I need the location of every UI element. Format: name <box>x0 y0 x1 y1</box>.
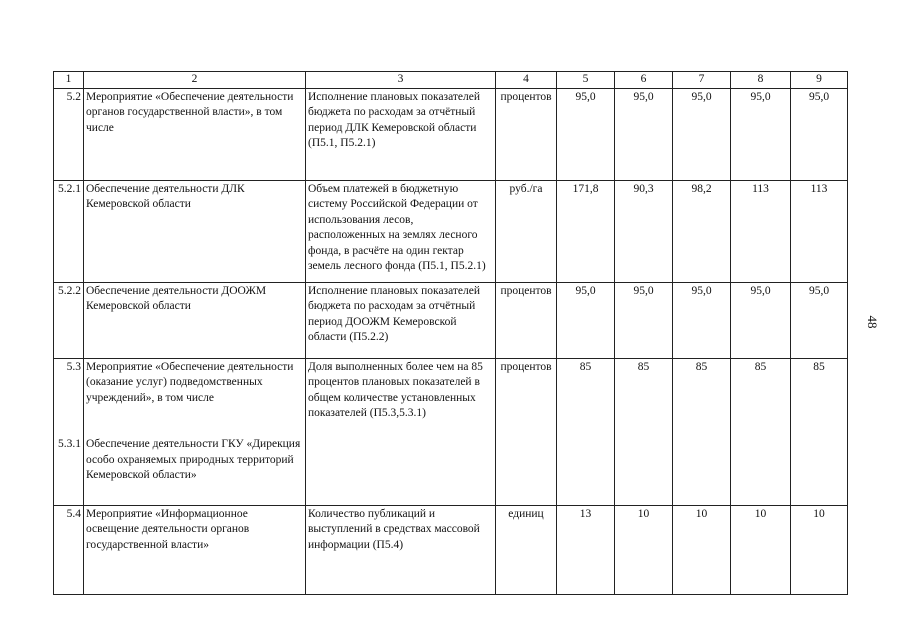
unit-cell: процентов <box>496 282 557 358</box>
measure-name: Обеспечение деятельности ДЛК Кемеровской области <box>84 180 306 282</box>
row-number: 5.2 <box>54 88 84 180</box>
measure-name: Мероприятие «Информационное освещение деятельности органов государственной власти» <box>84 505 306 594</box>
unit-cell: единиц <box>496 505 557 594</box>
value-cell: 95,0 <box>557 88 615 180</box>
indicator-name: Исполнение плановых показателей бюджета по расходам за отчётный период ДООЖМ Кемеровской области (П5.2.2) <box>306 282 496 358</box>
table-row <box>54 358 848 505</box>
header-cell: 6 <box>615 72 673 89</box>
table-row <box>54 180 848 282</box>
header-cell: 9 <box>791 72 848 89</box>
value-cell: 10 <box>731 505 791 594</box>
header-cell: 2 <box>84 72 306 89</box>
measure-name-main: Мероприятие «Обеспечение деятельности (оказание услуг) подведомственных учреждений», в том числе <box>86 360 294 404</box>
row-number-sub: 5.3.1 <box>58 438 81 450</box>
row-number-main: 5.3 <box>66 360 81 373</box>
header-cell: 8 <box>731 72 791 89</box>
page-number: 48 <box>865 315 880 329</box>
value-cell: 113 <box>791 180 848 282</box>
row-number: 5.2.1 <box>54 180 84 282</box>
indicator-name: Количество публикаций и выступлений в средствах массовой информации (П5.4) <box>306 505 496 594</box>
value-cell: 95,0 <box>557 282 615 358</box>
unit-cell: руб./га <box>496 180 557 282</box>
value-cell: 10 <box>615 505 673 594</box>
table-row <box>54 282 848 358</box>
value-cell: 85 <box>791 358 848 505</box>
measure-name <box>84 358 306 505</box>
value-cell: 85 <box>731 358 791 505</box>
header-row <box>54 72 848 89</box>
value-cell: 95,0 <box>731 282 791 358</box>
value-cell: 95,0 <box>673 282 731 358</box>
header-cell: 7 <box>673 72 731 89</box>
header-cell: 4 <box>496 72 557 89</box>
value-cell: 90,3 <box>615 180 673 282</box>
indicator-name: Доля выполненных более чем на 85 процентов плановых показателей в общем количестве установленных показателей (П5.3,5.3.1) <box>306 358 496 505</box>
value-cell: 95,0 <box>615 282 673 358</box>
indicator-name: Объем платежей в бюджетную систему Российской Федерации от использования лесов, расположенных на землях лесного фонда, в расчёте на один гектар земель лесного фонда (П5.1, П5.2.1) <box>306 180 496 282</box>
value-cell: 171,8 <box>557 180 615 282</box>
indicator-name: Исполнение плановых показателей бюджета по расходам за отчётный период ДЛК Кемеровской области (П5.1, П5.2.1) <box>306 88 496 180</box>
value-cell: 95,0 <box>791 282 848 358</box>
value-cell: 85 <box>673 358 731 505</box>
table-row <box>54 505 848 594</box>
header-cell: 1 <box>54 72 84 89</box>
indicators-table <box>53 71 848 595</box>
measure-name: Обеспечение деятельности ДООЖМ Кемеровской области <box>84 282 306 358</box>
value-cell: 95,0 <box>673 88 731 180</box>
value-cell: 113 <box>731 180 791 282</box>
table-row <box>54 88 848 180</box>
value-cell: 85 <box>557 358 615 505</box>
value-cell: 95,0 <box>791 88 848 180</box>
header-cell: 5 <box>557 72 615 89</box>
value-cell: 85 <box>615 358 673 505</box>
row-number: 5.2.2 <box>54 282 84 358</box>
value-cell: 13 <box>557 505 615 594</box>
value-cell: 10 <box>673 505 731 594</box>
value-cell: 98,2 <box>673 180 731 282</box>
row-number: 5.4 <box>54 505 84 594</box>
row-number <box>54 358 84 505</box>
unit-cell: процентов <box>496 358 557 505</box>
header-cell: 3 <box>306 72 496 89</box>
value-cell: 95,0 <box>615 88 673 180</box>
measure-name: Мероприятие «Обеспечение деятельности органов государственной власти», в том числе <box>84 88 306 180</box>
value-cell: 95,0 <box>731 88 791 180</box>
unit-cell: процентов <box>496 88 557 180</box>
value-cell: 10 <box>791 505 848 594</box>
measure-name-sub: Обеспечение деятельности ГКУ «Дирекция особо охраняемых природных территорий Кемеровской области» <box>86 438 301 481</box>
